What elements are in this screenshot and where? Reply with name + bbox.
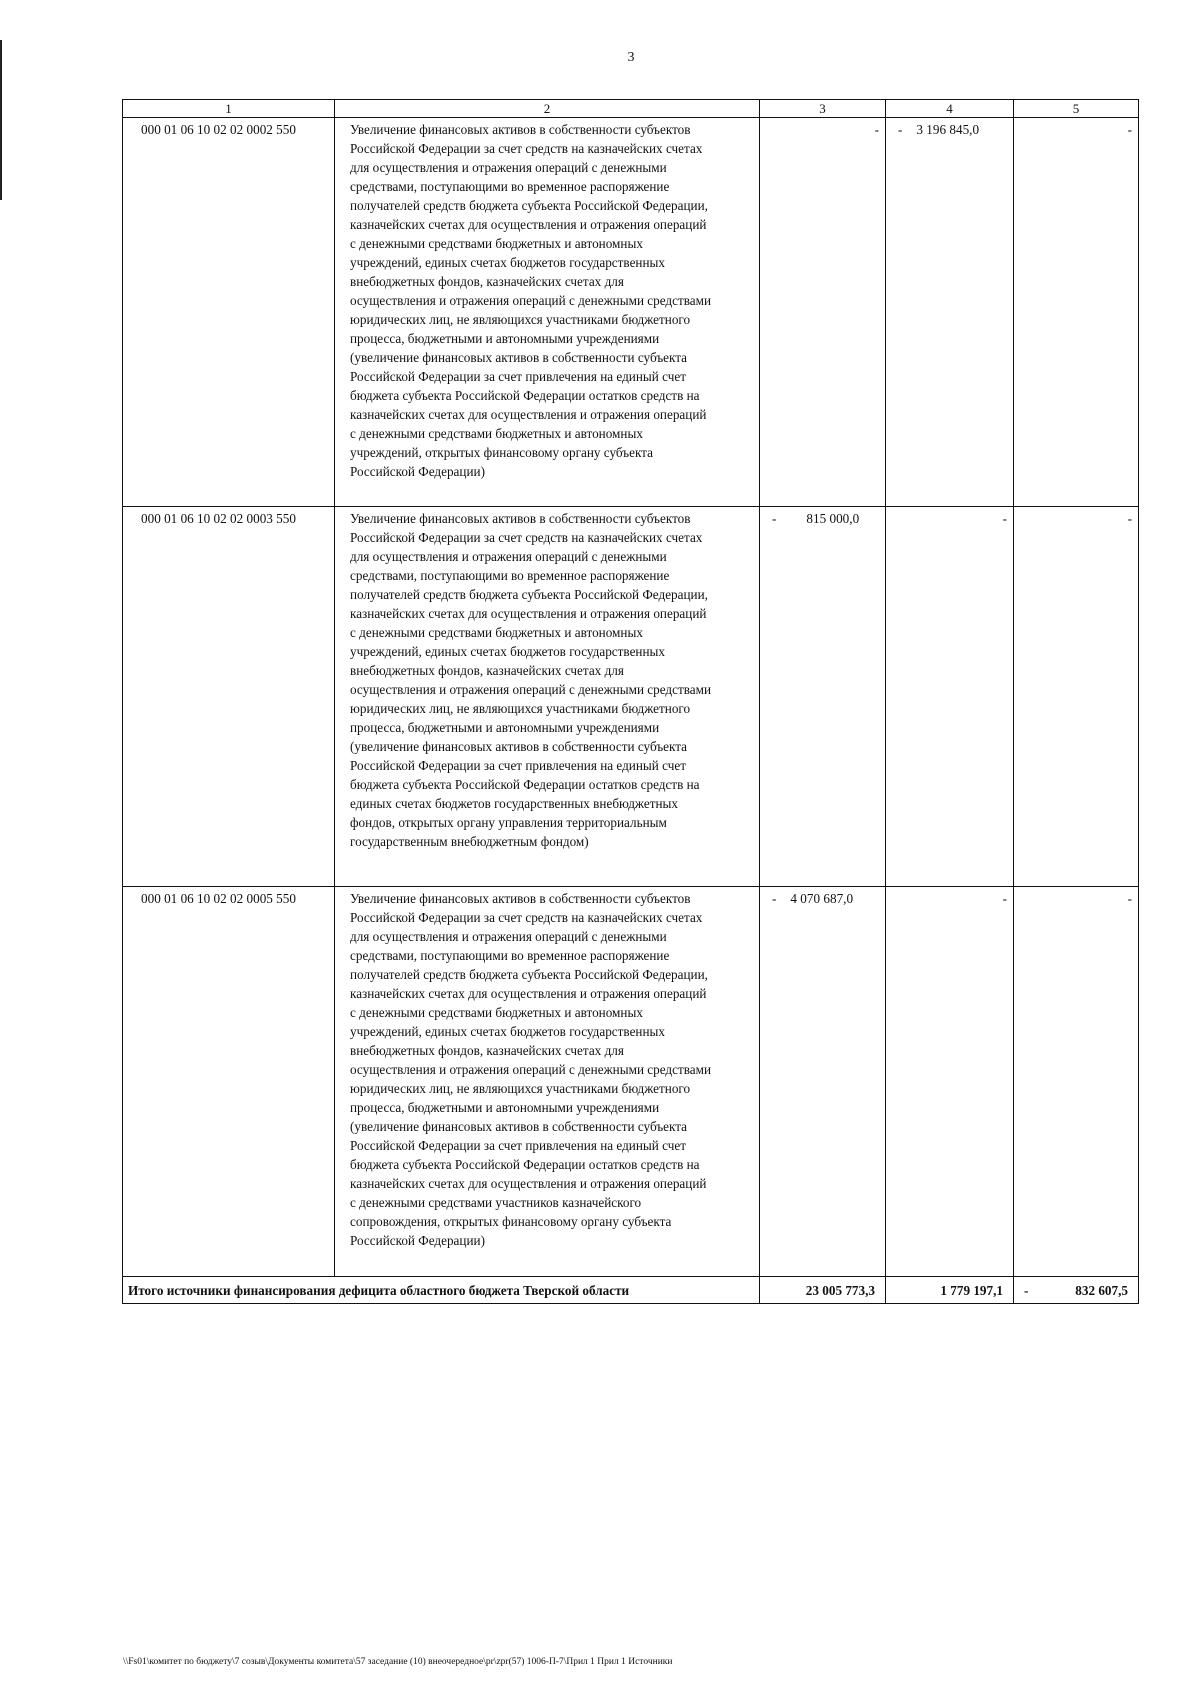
column-header: 5 <box>1014 100 1139 118</box>
table-row <box>123 887 1139 1277</box>
row-description: Увеличение финансовых активов в собственности субъектов Российской Федерации за счет средств на казначейских счетах для осуществления и отражения операций с денежными средствами, поступающими во временное распоряжение получателей средств бюджета субъекта Российской Федерации, казначейских счетах для осуществления и отражения операций с денежными средствами бюджетных и автономных учреждений, единых счетах бюджетов государственных внебюджетных фондов, казначейских счетах для осуществления и отражения операций с денежными средствами юридических лиц, не являющихся участниками бюджетного процесса, бюджетными и автономными учреждениями (увеличение финансовых активов в собственности субъекта Российской Федерации за счет привлечения на единый счет бюджета субъекта Российской Федерации остатков средств на казначейских счетах для осуществления и отражения операций с денежными средствами участников казначейского сопровождения, открытых финансовому органу субъекта Российской Федерации) <box>335 887 760 1277</box>
total-row <box>123 1277 1139 1304</box>
amount-value: 3 196 845,0 <box>916 122 980 137</box>
budget-code: 000 01 06 10 02 02 0005 550 <box>123 887 335 1277</box>
row-description: Увеличение финансовых активов в собственности субъектов Российской Федерации за счет средств на казначейских счетах для осуществления и отражения операций с денежными средствами, поступающими во временное распоряжение получателей средств бюджета субъекта Российской Федерации, казначейских счетах для осуществления и отражения операций с денежными средствами бюджетных и автономных учреждений, единых счетах бюджетов государственных внебюджетных фондов, казначейских счетах для осуществления и отражения операций с денежными средствами юридических лиц, не являющихся участниками бюджетного процесса, бюджетными и автономными учреждениями (увеличение финансовых активов в собственности субъекта Российской Федерации за счет привлечения на единый счет бюджета субъекта Российской Федерации остатков средств на единых счетах бюджетов государственных внебюджетных фондов, открытых органу управления территориальным государственным внебюджетным фондом) <box>335 507 760 887</box>
amount-cell <box>1014 118 1139 507</box>
page-number: 3 <box>627 50 635 65</box>
budget-code: 000 01 06 10 02 02 0003 550 <box>123 507 335 887</box>
amount-value: - <box>874 122 879 137</box>
table-row <box>123 507 1139 887</box>
column-header: 2 <box>335 100 760 118</box>
total-label: Итого источники финансирования дефицита областного бюджета Тверской области <box>123 1277 760 1304</box>
total-amount: 832 607,5 <box>1075 1282 1128 1298</box>
budget-code: 000 01 06 10 02 02 0002 550 <box>123 118 335 507</box>
amount-cell <box>760 887 886 1277</box>
column-header: 4 <box>886 100 1014 118</box>
amount-sign: - <box>898 122 903 137</box>
amount-cell <box>760 507 886 887</box>
sources-table <box>122 99 1139 1304</box>
amount-cell <box>1014 507 1139 887</box>
total-amount: 1 779 197,1 <box>886 1277 1014 1304</box>
amount-value: - <box>1002 891 1007 906</box>
amount-sign: - <box>772 891 777 906</box>
amount-sign: - <box>772 511 777 526</box>
column-header: 3 <box>760 100 886 118</box>
file-path-footer: \\Fs01\комитет по бюджету\7 созыв\Документы комитета\57 заседание (10) внеочередное\pr\zpr(57) 1006-П-7\Прил 1 Прил 1 Источники <box>123 1657 673 1667</box>
row-description: Увеличение финансовых активов в собственности субъектов Российской Федерации за счет средств на казначейских счетах для осуществления и отражения операций с денежными средствами, поступающими во временное распоряжение получателей средств бюджета субъекта Российской Федерации, казначейских счетах для осуществления и отражения операций с денежными средствами бюджетных и автономных учреждений, единых счетах бюджетов государственных внебюджетных фондов, казначейских счетах для осуществления и отражения операций с денежными средствами юридических лиц, не являющихся участниками бюджетного процесса, бюджетными и автономными учреждениями (увеличение финансовых активов в собственности субъекта Российской Федерации за счет привлечения на единый счет бюджета субъекта Российской Федерации остатков средств на казначейских счетах для осуществления и отражения операций с денежными средствами бюджетных и автономных учреждений, открытых финансовому органу субъекта Российской Федерации) <box>335 118 760 507</box>
amount-value: 815 000,0 <box>806 511 860 526</box>
total-amount-cell <box>1014 1277 1139 1304</box>
amount-sign: - <box>1024 1282 1029 1298</box>
amount-value: - <box>1127 511 1132 526</box>
amount-value: - <box>1127 891 1132 906</box>
amount-cell <box>886 118 1014 507</box>
amount-cell <box>886 507 1014 887</box>
amount-cell <box>1014 887 1139 1277</box>
amount-value: - <box>1127 122 1132 137</box>
amount-value: - <box>1002 511 1007 526</box>
amount-value: 4 070 687,0 <box>790 891 854 906</box>
amount-cell <box>760 118 886 507</box>
total-amount: 23 005 773,3 <box>760 1277 886 1304</box>
amount-cell <box>886 887 1014 1277</box>
column-header: 1 <box>123 100 335 118</box>
table-row <box>123 118 1139 507</box>
table-header-row <box>123 100 1139 118</box>
